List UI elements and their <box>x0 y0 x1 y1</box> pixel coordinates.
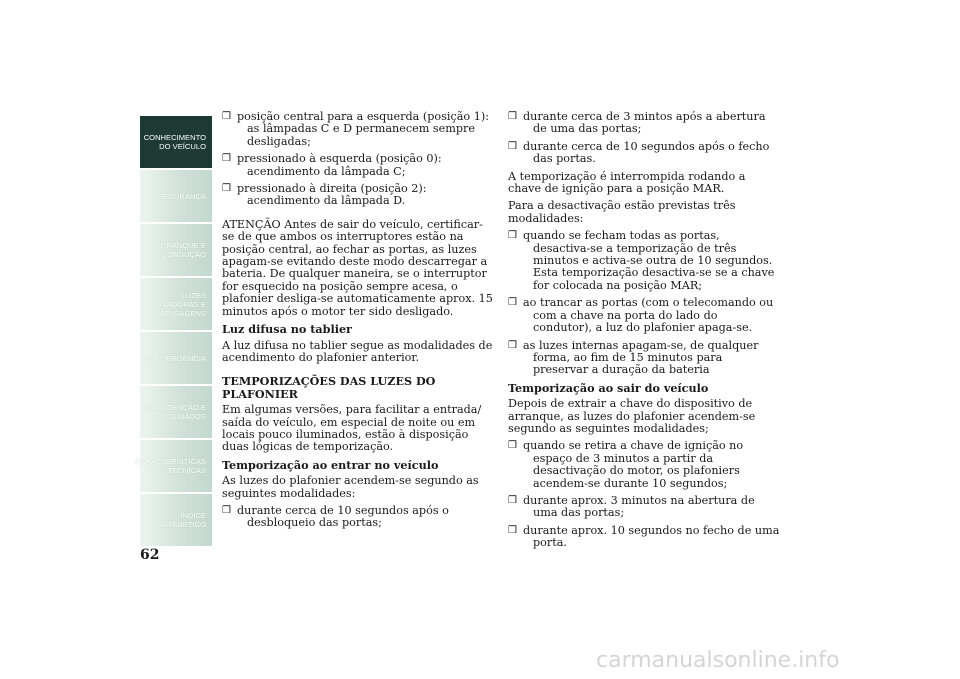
section-sidebar <box>134 116 212 542</box>
checkbox-bullet-icon: ❒ <box>508 140 517 152</box>
tab-manutencao-e-cuidados[interactable] <box>140 386 212 438</box>
section-heading: Luz difusa no tablier <box>222 322 352 337</box>
paragraph: Em algumas versões, para facilitar a entrada/ saída do veículo, em especial de noite ou em locais pouco iluminados, estão à disposição duas lógicas de temporização. <box>222 403 482 454</box>
list-item: ❒ quando se retira a chave de ignição no espaço de 3 minutos a partir da desactivação do motor, os plafoniers acendem-se durante 10 segundos; <box>508 439 744 490</box>
tab-luzes-avisadoras[interactable] <box>140 278 212 330</box>
list-item: ❒ durante cerca de 10 segundos após o fecho das portas. <box>508 139 770 166</box>
checkbox-bullet-icon: ❒ <box>508 297 517 309</box>
tab-conhecimento-do-veiculo[interactable] <box>140 116 212 168</box>
checkbox-bullet-icon: ❒ <box>508 111 517 122</box>
checkbox-bullet-icon: ❒ <box>508 440 517 452</box>
paragraph: A temporização é interrompida rodando a chave de ignição para a posição MAR. <box>508 169 746 196</box>
section-heading: TEMPORIZAÇÕES DAS LUZES DO PLAFONIER <box>222 374 436 401</box>
tab-label: ARRANQUE E CONDUÇÃO <box>155 241 206 259</box>
page-number: 62 <box>140 547 160 563</box>
checkbox-bullet-icon: ❒ <box>508 339 517 351</box>
checkbox-bullet-icon: ❒ <box>222 111 231 122</box>
paragraph: A luz difusa no tablier segue as modalidades de acendimento do plafonier anterior. <box>222 338 493 364</box>
tab-label: ÍNDICE ALFABÉTICO <box>159 511 206 529</box>
tab-arranque-e-conducao[interactable] <box>140 224 212 276</box>
attention-paragraph: ATENÇÃO Antes de sair do veículo, certificar-se de que ambos os interruptores estão na posição central, ao fechar as portas, as luzes apagam-se evitando deste modo descarregar a bateria. De qualquer maneira, se o interruptor for esquecido na posição sempre acesa, o plafonier desliga-se automaticamente aprox. 15 minutos após o motor ter sido desligado. <box>222 217 493 318</box>
list-item: ❒ as luzes internas apagam-se, de qualquer forma, ao fim de 15 minutos para preservar a duração da bateria <box>508 338 759 377</box>
watermark-text: carmanualsonline.info <box>596 648 840 673</box>
checkbox-bullet-icon: ❒ <box>222 183 231 195</box>
tab-indice-alfabetico[interactable] <box>140 494 212 546</box>
list-item: ❒ quando se fecham todas as portas, desactiva-se a temporização de três minutos e activa-se outra de 10 segundos. Esta temporização desactiva-se se a chave for colocada na posição MAR; <box>508 229 775 292</box>
section-heading: Temporização ao sair do veículo <box>508 380 709 395</box>
section-heading: Temporização ao entrar no veículo <box>222 457 439 472</box>
list-item: ❒ durante cerca de 3 mintos após a abertura de uma das portas; <box>508 110 766 136</box>
list-item: ❒ ao trancar as portas (com o telecomando ou com a chave na porta do lado do condutor), a luz do plafonier apaga-se. <box>508 296 774 335</box>
list-item: ❒ pressionado à direita (posição 2): acendimento da lâmpada D. <box>222 182 427 208</box>
tab-seguranca[interactable] <box>140 170 212 222</box>
tab-label: CONHECIMENTO DO VEÍCULO <box>143 133 206 151</box>
text-column-right <box>508 111 780 555</box>
checkbox-bullet-icon: ❒ <box>508 524 517 536</box>
tab-em-emergencia[interactable] <box>140 332 212 384</box>
checkbox-bullet-icon: ❒ <box>508 494 517 506</box>
tab-label: MANUTENÇÃO E CUIDADOS <box>144 403 206 421</box>
checkbox-bullet-icon: ❒ <box>508 230 517 242</box>
tab-label: SEGURANÇA <box>157 191 206 201</box>
list-item: ❒ pressionado à esquerda (posição 0): acendimento da lâmpada C; <box>222 152 442 178</box>
list-item: ❒ durante aprox. 3 minutos na abertura de uma das portas; <box>508 493 755 520</box>
tab-label: LUZES AVISADORAS E MENSAGENS <box>150 290 206 318</box>
paragraph: As luzes do plafonier acendem-se segundo as seguintes modalidades: <box>222 474 479 500</box>
list-item: ❒ posição central para a esquerda (posição 1): as lâmpadas C e D permanecem sempre desligadas; <box>222 110 489 148</box>
paragraph: Depois de extrair a chave do dispositivo de arranque, as luzes do plafonier acendem-se segundo as seguintes modalidades; <box>508 397 756 435</box>
tab-label: EM EMERGÊNCIA <box>141 353 206 363</box>
checkbox-bullet-icon: ❒ <box>222 504 231 516</box>
text-column-left <box>222 111 494 535</box>
checkbox-bullet-icon: ❒ <box>222 153 231 165</box>
tab-label: CARACTERÍSTICAS TÉCNICAS <box>134 457 206 475</box>
list-item: ❒ durante aprox. 10 segundos no fecho de uma porta. <box>508 523 780 550</box>
list-item: ❒ durante cerca de 10 segundos após o desbloqueio das portas; <box>222 503 449 530</box>
paragraph: Para a desactivação estão previstas três modalidades: <box>508 199 736 225</box>
tab-caracteristicas-tecnicas[interactable] <box>134 440 212 492</box>
